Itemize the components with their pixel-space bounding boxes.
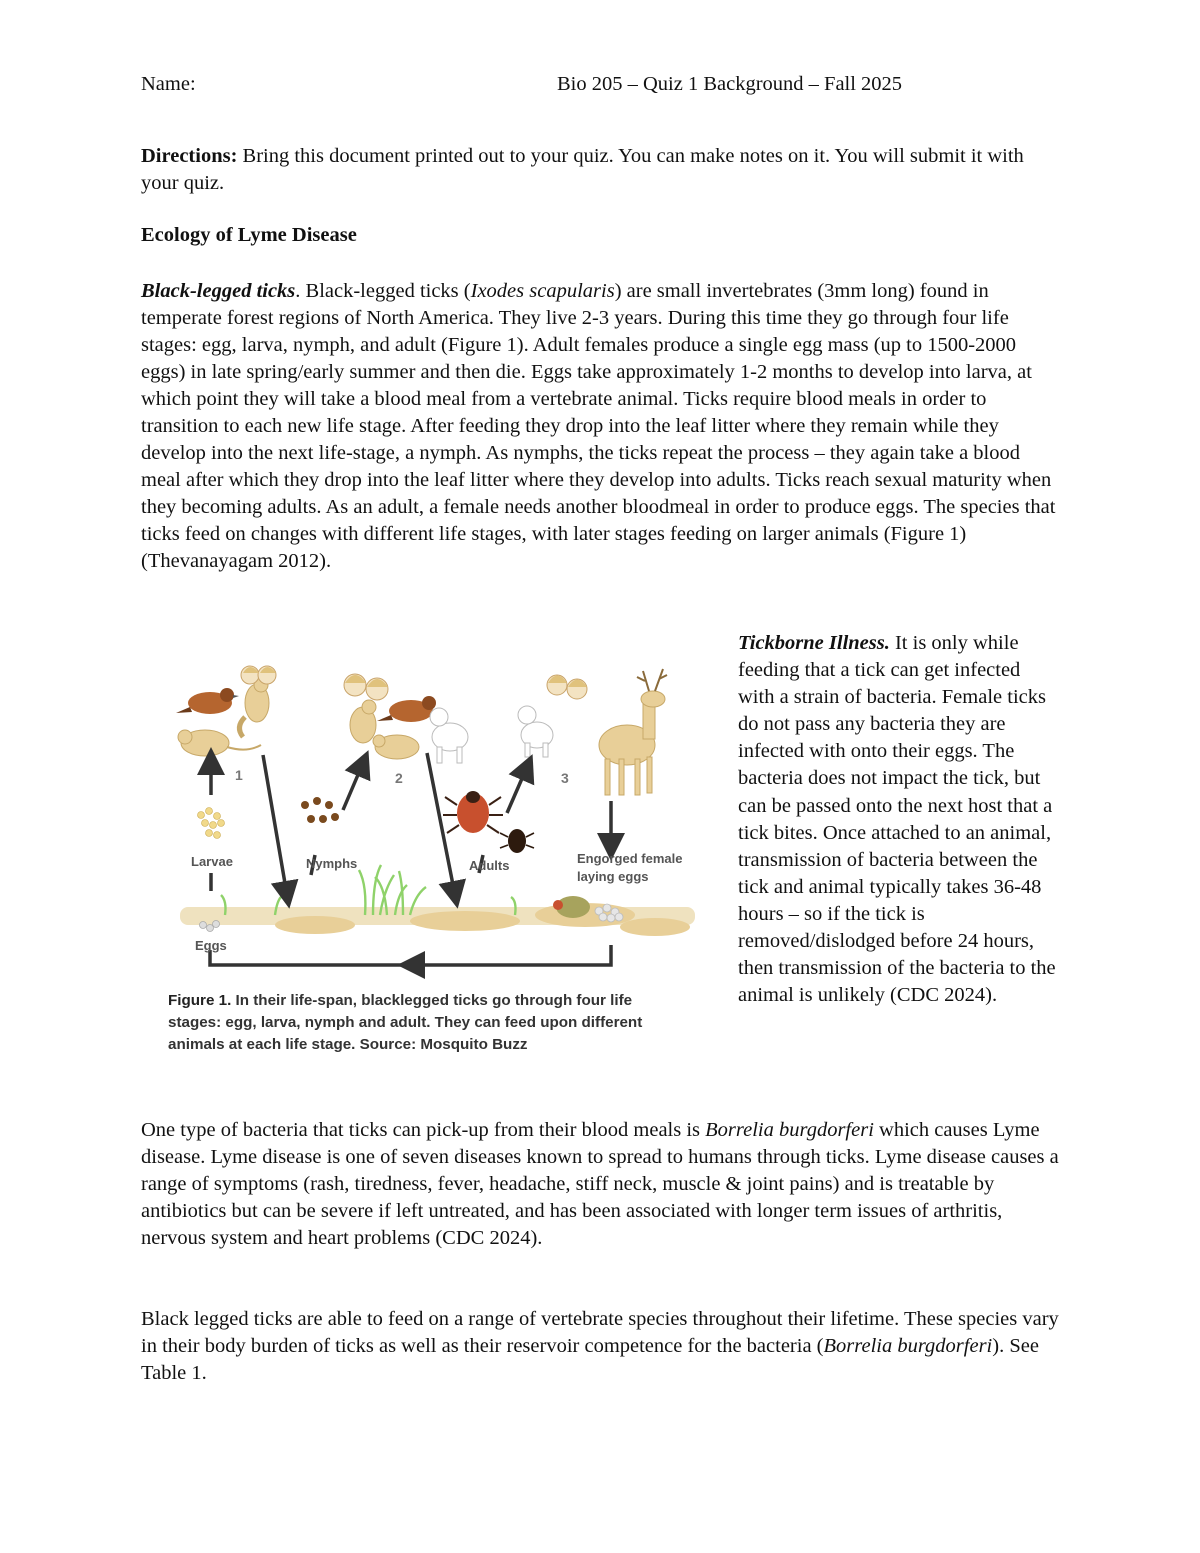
- table-ref-text-1: Black legged ticks are able to feed on a range of vertebrate species throughout their lifetime. These species vary in their body burden of ticks as well as their reservoir competence for the bacteria (: [141, 1308, 1059, 1357]
- ticks-paragraph: [141, 278, 1061, 575]
- lyme-text-1: One type of bacteria that ticks can pick-up from their blood meals is: [141, 1119, 706, 1141]
- mouse-icon-2: [373, 735, 419, 759]
- larvae-icon: [198, 808, 225, 839]
- bottom-return-arrow: [210, 945, 611, 965]
- eggs-label: Eggs: [195, 938, 227, 953]
- nymphs-icon: [301, 797, 339, 823]
- table-ref-text-2: ). See Table 1.: [141, 1335, 1039, 1384]
- stage-2-number: 2: [395, 770, 403, 786]
- page-header: [141, 73, 1061, 101]
- stage-3-number: 3: [561, 770, 569, 786]
- figure-1: [165, 645, 705, 1065]
- dog-icon-2: [518, 706, 553, 757]
- course-title: Bio 205 – Quiz 1 Background – Fall 2025: [557, 73, 903, 95]
- bird-icon: [176, 688, 239, 714]
- directions-paragraph: [141, 143, 1061, 197]
- adults-label: Adults: [469, 858, 510, 873]
- engorged-label-line-2: laying eggs: [577, 869, 649, 884]
- table-reference-paragraph: [141, 1306, 1061, 1387]
- figure-caption-text: In their life-span, blacklegged ticks go through four life stages: egg, larva, nymph and adult. They can feed upon different animals at each life stage. Source: Mosquito Buzz: [168, 992, 643, 1053]
- figure-caption: [168, 990, 688, 1056]
- chipmunk-icon: [239, 678, 269, 737]
- ticks-text-1: . Black-legged ticks (: [295, 280, 471, 302]
- chipmunk-icon-2: [350, 700, 376, 743]
- children-faces-icon-3: [547, 675, 587, 699]
- mouse-icon: [178, 730, 261, 756]
- deer-icon: [599, 669, 667, 795]
- lifecycle-arrows: [211, 753, 611, 895]
- figure-caption-label: Figure 1.: [168, 992, 232, 1009]
- lyme-paragraph: [141, 1117, 1061, 1252]
- adult-female-tick-icon: [443, 791, 503, 833]
- engorged-label-line-1: Engorged female: [577, 851, 683, 866]
- bird-icon-2: [377, 696, 436, 722]
- directions-text: Bring this document printed out to your quiz. You can make notes on it. You will submit it with your quiz.: [141, 145, 1024, 194]
- nymphs-label: Nymphs: [306, 856, 358, 871]
- directions-label: Directions:: [141, 145, 238, 167]
- table-ref-species: Borrelia burgdorferi: [823, 1335, 993, 1357]
- ticks-lead: Black-legged ticks: [141, 280, 296, 302]
- children-faces-icon-2: [344, 674, 388, 700]
- dog-icon: [430, 708, 468, 763]
- ticks-species: Ixodes scapularis: [470, 280, 615, 302]
- tickborne-text: It is only while feeding that a tick can get infected with a strain of bacteria. Female ticks do not pass any bacteria they are infected with onto their eggs. The bacteria does not impact the tick, but can be passed onto the next host that a tick bites. Once attached to an animal, transmission of bacteria between the tick and animal typically takes 36-48 hours – so if the tick is removed/dislodged before 24 hours, then transmission of the bacteria to the animal is unlikely (CDC 2024).: [738, 632, 1056, 1007]
- larvae-label: Larvae: [191, 854, 233, 869]
- lyme-species: Borrelia burgdorferi: [705, 1119, 874, 1141]
- tick-lifecycle-illustration: [165, 645, 705, 985]
- tickborne-paragraph: [738, 630, 1058, 1009]
- section-heading: Ecology of Lyme Disease: [141, 224, 357, 246]
- stage-1-number: 1: [235, 767, 243, 783]
- adult-male-tick-icon: [500, 829, 534, 853]
- ticks-text-2: ) are small invertebrates (3mm long) found in temperate forest regions of North America. They live 2-3 years. During this time they go through four life stages: egg, larva, nymph, and adult (Figure 1). Adult females produce a single egg mass (up to 1500-2000 eggs) in late spring/early summer and then die. Eggs take approximately 1-2 months to develop into larva, at which point they will take a blood meal from a vertebrate animal. Ticks require blood meals in order to transition to each new life stage. After feeding they drop into the leaf litter where they remain while they develop into the next life-stage, a nymph. As nymphs, the ticks repeat the process – they again take a blood meal after which they drop into the leaf litter where they develop into adults. Ticks reach sexual maturity when they becoming adults. As an adult, a female needs another bloodmeal in order to produce eggs. The species that ticks feed on changes with different life stages, with later stages feeding on larger animals (Figure 1) (Thevanayagam 2012).: [141, 280, 1056, 572]
- tickborne-lead: Tickborne Illness.: [738, 632, 890, 654]
- name-label: Name:: [141, 73, 196, 95]
- lyme-text-2: which causes Lyme disease. Lyme disease is one of seven diseases known to spread to humans through ticks. Lyme disease causes a range of symptoms (rash, tiredness, fever, headache, stiff neck, muscle & joint pains) and is treatable by antibiotics but can be severe if left untreated, and has been associated with longer term issues of arthritis, nervous system and heart problems (CDC 2024).: [141, 1119, 1059, 1249]
